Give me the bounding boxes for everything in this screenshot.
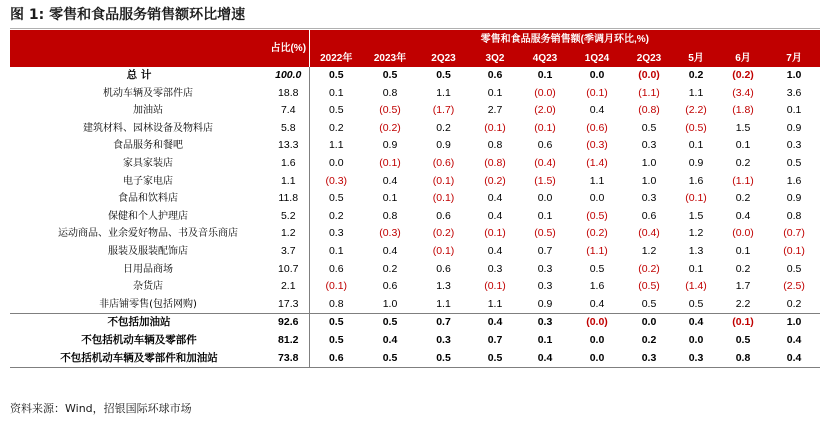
table-row (10, 173, 820, 191)
column-header: 2Q23 (417, 50, 470, 67)
value-cell: 0.0 (589, 333, 605, 346)
value-cell: 0.5 (309, 314, 363, 332)
value-cell: 2.2 (735, 297, 751, 310)
value-cell: 1.2 (688, 227, 704, 240)
value-cell: 0.1 (537, 333, 553, 346)
value-cell: 1.6 (589, 280, 605, 293)
value-cell: 0.3 (674, 350, 718, 368)
value-cell: 0.6 (309, 350, 363, 368)
row-label: 总 计 (126, 69, 152, 81)
row-label: 日用品商场 (123, 263, 173, 275)
row-label: 食品和饮料店 (118, 193, 178, 205)
value-cell: 0.2 (735, 262, 751, 275)
value-cell: (1.7) (432, 104, 455, 117)
row-share: 2.1 (268, 278, 309, 296)
value-cell: (1.1) (638, 86, 660, 99)
value-cell: 0.0 (537, 192, 553, 205)
row-share: 1.6 (268, 155, 309, 173)
value-cell: 0.0 (624, 314, 674, 332)
value-cell: 0.8 (786, 209, 802, 222)
value-cell: (1.5) (534, 174, 556, 187)
value-cell: 0.5 (786, 262, 802, 275)
value-cell: 0.9 (688, 156, 704, 169)
value-cell: 0.5 (417, 350, 470, 368)
value-cell: 1.1 (328, 139, 344, 152)
value-cell: 1.3 (436, 280, 451, 293)
value-cell: 0.1 (487, 86, 503, 99)
value-cell: (0.0) (732, 227, 754, 240)
value-cell: 0.4 (589, 104, 605, 117)
value-cell: 0.2 (688, 69, 704, 81)
value-cell: 1.7 (735, 280, 751, 293)
value-cell: 0.9 (436, 139, 451, 152)
value-cell: 0.5 (786, 156, 802, 169)
value-cell: (1.1) (732, 174, 754, 187)
value-cell: 0.9 (382, 139, 398, 152)
table-row (10, 67, 820, 85)
column-header: 3Q2 (470, 50, 520, 67)
value-cell: 0.6 (328, 262, 344, 275)
value-cell: 0.7 (417, 314, 470, 332)
value-cell: (0.2) (432, 227, 455, 240)
value-cell: 0.0 (328, 156, 344, 169)
row-label: 食品服务和餐吧 (113, 140, 183, 152)
value-cell: 0.5 (328, 104, 344, 117)
value-cell: 0.0 (589, 192, 605, 205)
value-cell: (0.1) (379, 156, 401, 169)
table-row (10, 190, 820, 208)
value-cell: 0.3 (487, 262, 503, 275)
value-cell: 0.5 (688, 297, 704, 310)
column-header: 4Q23 (520, 50, 570, 67)
table-row (10, 296, 820, 314)
row-share: 1.2 (268, 225, 309, 243)
value-cell: 0.5 (589, 262, 605, 275)
value-cell: 0.3 (786, 139, 802, 152)
row-label: 杂货店 (133, 281, 163, 293)
column-header: 2022年 (309, 50, 363, 67)
row-share: 5.8 (268, 120, 309, 138)
value-cell: (0.1) (484, 227, 506, 240)
row-label: 不包括机动车辆及零部件 (81, 333, 197, 346)
header-blank (10, 30, 268, 67)
value-cell: 0.6 (436, 262, 451, 275)
value-cell: 0.8 (328, 297, 344, 310)
value-cell: (1.1) (586, 244, 608, 257)
table-row (10, 102, 820, 120)
value-cell: 0.1 (382, 192, 398, 205)
value-cell: 0.7 (537, 244, 553, 257)
value-cell: (0.6) (432, 156, 455, 169)
value-cell: (1.8) (732, 104, 754, 117)
column-header: 6月 (718, 50, 768, 67)
value-cell: (0.3) (379, 227, 401, 240)
value-cell: (0.2) (484, 174, 506, 187)
value-cell: 0.2 (735, 192, 751, 205)
value-cell: 0.8 (718, 350, 768, 368)
value-cell: (0.0) (534, 86, 556, 99)
value-cell: 0.4 (470, 314, 520, 332)
value-cell: 0.2 (382, 262, 398, 275)
table-row (10, 120, 820, 138)
value-cell: 0.5 (363, 314, 417, 332)
row-share: 7.4 (268, 102, 309, 120)
table-row (10, 243, 820, 261)
header-group-label: 零售和食品服务销售额(季调月环比,%) (309, 30, 820, 50)
value-cell: 0.9 (786, 192, 802, 205)
value-cell: 0.2 (641, 333, 657, 346)
value-cell: 1.0 (786, 69, 802, 81)
value-cell: 0.5 (328, 192, 344, 205)
value-cell: 0.1 (688, 262, 704, 275)
value-cell: (0.3) (325, 174, 348, 187)
header-share: 占比(%) (268, 30, 309, 67)
value-cell: (0.1) (325, 280, 348, 293)
value-cell: 0.4 (589, 297, 605, 310)
value-cell: 2.7 (487, 104, 503, 117)
value-cell: 0.5 (641, 297, 657, 310)
row-label: 服装及服装配饰店 (108, 245, 188, 257)
value-cell: (0.6) (586, 121, 608, 134)
value-cell: 1.3 (688, 244, 704, 257)
value-cell: (0.4) (534, 156, 556, 169)
value-cell: 0.8 (382, 209, 398, 222)
value-cell: (3.4) (732, 86, 754, 99)
value-cell: (0.2) (638, 262, 660, 275)
value-cell: 0.4 (487, 192, 503, 205)
value-cell: (0.2) (732, 69, 754, 81)
value-cell: 1.6 (688, 174, 704, 187)
table-row (10, 314, 820, 332)
value-cell: 0.4 (735, 209, 751, 222)
table-row (10, 208, 820, 226)
row-share: 5.2 (268, 208, 309, 226)
table-body (10, 67, 820, 368)
value-cell: 0.4 (520, 350, 570, 368)
row-share: 1.1 (268, 173, 309, 191)
row-label: 电子家电店 (123, 175, 173, 187)
value-cell: 0.3 (436, 333, 451, 346)
column-header: 2023年 (363, 50, 417, 67)
value-cell: (0.5) (638, 280, 660, 293)
value-cell: 0.1 (328, 244, 344, 257)
value-cell: (0.5) (586, 209, 608, 222)
value-cell: 0.1 (688, 139, 704, 152)
value-cell: 0.2 (786, 297, 802, 310)
value-cell: (2.2) (685, 104, 707, 117)
row-share: 18.8 (268, 85, 309, 103)
value-cell: 0.6 (382, 280, 398, 293)
value-cell: 0.4 (382, 333, 398, 346)
value-cell: 0.0 (570, 350, 624, 368)
value-cell: 1.0 (641, 174, 657, 187)
value-cell: 0.1 (537, 69, 553, 81)
value-cell: (0.1) (432, 244, 455, 257)
value-cell: (0.0) (638, 69, 660, 81)
value-cell: 0.3 (641, 139, 657, 152)
value-cell: (0.1) (586, 86, 608, 99)
value-cell: (0.8) (484, 156, 506, 169)
value-cell: 0.8 (382, 86, 398, 99)
value-cell: 0.6 (487, 69, 503, 81)
value-cell: 0.5 (328, 69, 344, 81)
value-cell: 1.5 (735, 121, 751, 134)
value-cell: 0.3 (641, 192, 657, 205)
value-cell: 0.4 (487, 209, 503, 222)
value-cell: 1.6 (786, 174, 802, 187)
table-row (10, 278, 820, 296)
row-share: 10.7 (268, 261, 309, 279)
table-row (10, 225, 820, 243)
value-cell: 0.0 (688, 333, 704, 346)
value-cell: 1.2 (641, 244, 657, 257)
value-cell: (0.1) (685, 192, 707, 205)
value-cell: (0.1) (432, 192, 455, 205)
value-cell: 0.4 (487, 244, 503, 257)
value-cell: (0.3) (586, 139, 608, 152)
value-cell: 0.9 (786, 121, 802, 134)
value-cell: 0.4 (382, 244, 398, 257)
value-cell: 1.0 (768, 314, 820, 332)
row-label: 机动车辆及零部件店 (103, 87, 193, 99)
value-cell: 0.1 (328, 86, 344, 99)
value-cell: 0.5 (641, 121, 657, 134)
value-cell: 3.6 (786, 86, 802, 99)
value-cell: 0.5 (470, 350, 520, 368)
value-cell: 0.6 (436, 209, 451, 222)
row-share: 13.3 (268, 137, 309, 155)
value-cell: 0.6 (641, 209, 657, 222)
row-share: 17.3 (268, 296, 309, 314)
row-share: 100.0 (268, 67, 309, 85)
value-cell: (0.5) (379, 104, 401, 117)
value-cell: (0.5) (534, 227, 556, 240)
value-cell: (0.7) (783, 227, 805, 240)
value-cell: (0.5) (685, 121, 707, 134)
value-cell: (0.1) (484, 121, 506, 134)
row-label: 家具家装店 (123, 157, 173, 169)
value-cell: 0.2 (735, 156, 751, 169)
value-cell: 1.1 (589, 174, 605, 187)
value-cell: (2.5) (783, 280, 805, 293)
table-row (10, 261, 820, 279)
value-cell: 0.4 (382, 174, 398, 187)
value-cell: (1.4) (685, 280, 707, 293)
value-cell: (0.8) (638, 104, 660, 117)
value-cell: 0.3 (328, 227, 344, 240)
value-cell: 0.0 (589, 69, 605, 81)
table-row (10, 155, 820, 173)
row-label: 建筑材料、园林设备及物料店 (83, 122, 213, 134)
figure-title: 图 1: 零售和食品服务销售额环比增速 (10, 7, 246, 23)
source-note: 资料来源：Wind，招银国际环球市场 (10, 402, 192, 415)
value-cell: 0.9 (537, 297, 553, 310)
value-cell: 0.2 (328, 121, 344, 134)
value-cell: (1.4) (586, 156, 608, 169)
value-cell: 0.3 (537, 262, 553, 275)
value-cell: 0.4 (768, 350, 820, 368)
value-cell: 0.3 (624, 350, 674, 368)
value-cell: 1.0 (382, 297, 398, 310)
value-cell: (0.1) (534, 121, 556, 134)
row-share: 3.7 (268, 243, 309, 261)
value-cell: (0.2) (586, 227, 608, 240)
row-share: 92.6 (268, 314, 309, 332)
value-cell: 0.3 (537, 280, 553, 293)
value-cell: 0.1 (537, 209, 553, 222)
value-cell: 0.3 (520, 314, 570, 332)
value-cell: (2.0) (534, 104, 556, 117)
value-cell: (0.1) (484, 280, 506, 293)
column-header: 1Q24 (570, 50, 624, 67)
value-cell: (0.1) (783, 244, 805, 257)
row-label: 运动商品、业余爱好物品、书及音乐商店 (58, 228, 238, 240)
value-cell: 0.7 (487, 333, 503, 346)
value-cell: (0.1) (718, 314, 768, 332)
value-cell: 0.6 (537, 139, 553, 152)
row-share: 73.8 (268, 350, 309, 368)
value-cell: (0.4) (638, 227, 660, 240)
value-cell: 0.2 (328, 209, 344, 222)
value-cell: (0.0) (570, 314, 624, 332)
value-cell: 0.5 (363, 350, 417, 368)
value-cell: 0.5 (328, 333, 344, 346)
value-cell: 1.1 (487, 297, 503, 310)
value-cell: 0.8 (487, 139, 503, 152)
value-cell: 0.1 (735, 244, 751, 257)
value-cell: 1.1 (436, 86, 451, 99)
row-label: 加油站 (133, 105, 163, 117)
value-cell: (0.2) (379, 121, 401, 134)
value-cell: 0.1 (735, 139, 751, 152)
row-share: 81.2 (268, 332, 309, 350)
column-header: 2Q23 (624, 50, 674, 67)
row-share: 11.8 (268, 190, 309, 208)
retail-sales-table (10, 30, 820, 368)
value-cell: 1.5 (688, 209, 704, 222)
value-cell: 1.1 (688, 86, 704, 99)
row-label: 不包括加油站 (10, 314, 268, 332)
title-divider (10, 28, 820, 29)
value-cell: 0.2 (436, 121, 451, 134)
table-row (10, 332, 820, 350)
value-cell: 1.1 (436, 297, 451, 310)
table-row (10, 350, 820, 368)
table-row (10, 85, 820, 103)
value-cell: 0.1 (786, 104, 802, 117)
row-label: 不包括机动车辆及零部件和加油站 (10, 350, 268, 368)
value-cell: 1.0 (641, 156, 657, 169)
value-cell: 0.5 (382, 69, 398, 81)
row-label: 非店铺零售(包括网购) (99, 298, 197, 310)
row-label: 保健和个人护理店 (108, 210, 188, 222)
value-cell: 0.5 (735, 333, 751, 346)
value-cell: 0.4 (786, 333, 802, 346)
value-cell: (0.1) (432, 174, 455, 187)
table-row (10, 137, 820, 155)
column-header: 7月 (768, 50, 820, 67)
value-cell: 0.4 (674, 314, 718, 332)
value-cell: 0.5 (436, 69, 451, 81)
column-header: 5月 (674, 50, 718, 67)
